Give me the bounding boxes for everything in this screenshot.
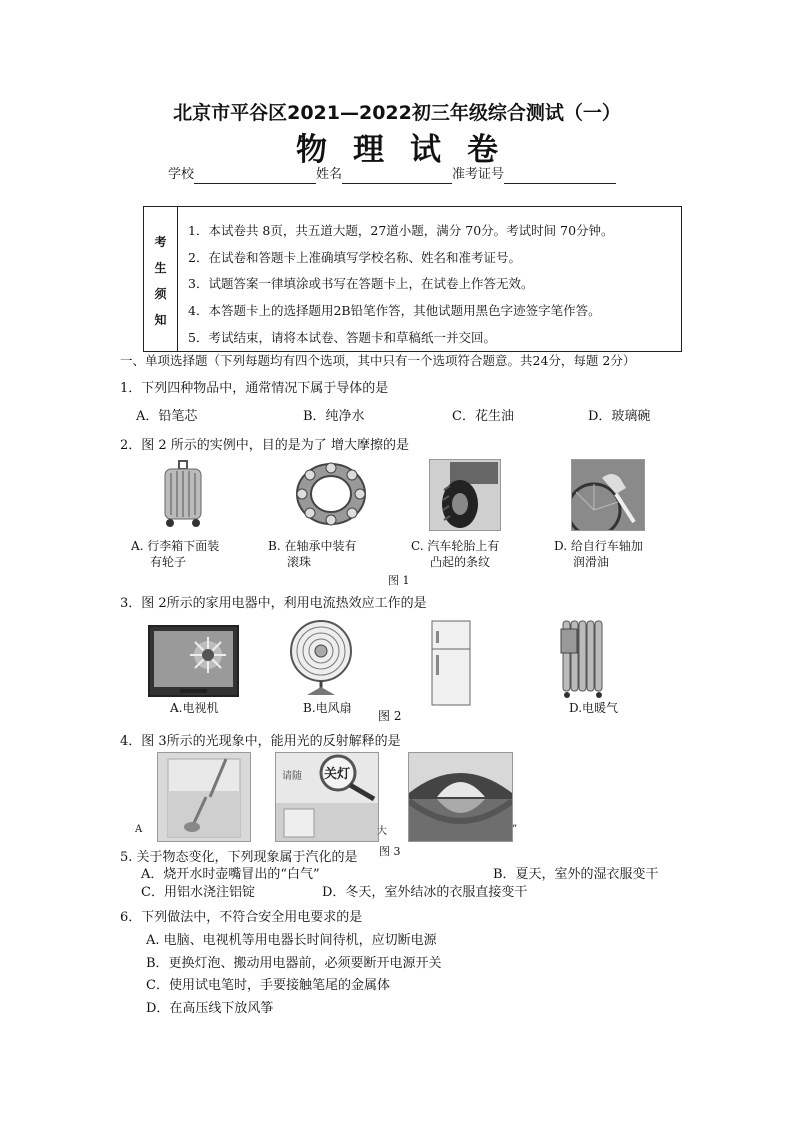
paper-subtitle: 物理试卷 (296, 132, 524, 168)
heater-image (557, 615, 609, 699)
q2-caption-c-line2: 凸起的条纹 (430, 555, 491, 569)
notice-side-char: 须 (154, 287, 167, 301)
q4-caption-c: ” (512, 824, 518, 835)
notice-item: 3．试题答案一律填涂或书写在答题卡上，在试卷上作答无效。 (188, 276, 534, 291)
notice-item: 5．考试结束，请将本试卷、答题卡和草稿纸一并交回。 (188, 330, 496, 345)
q3-caption-b: B.电风扇 (303, 701, 352, 715)
q6-option-c: C．使用试电笔时，手要接触笔尾的金属体 (146, 978, 390, 993)
q1-stem: 1．下列四种物品中，通常情况下属于导体的是 (120, 381, 389, 396)
q5-option-b: B．夏天，室外的湿衣服变干 (493, 867, 659, 882)
school-field[interactable] (194, 169, 316, 184)
magnifier-sign-image (275, 752, 379, 842)
spoon-glass-image (157, 752, 251, 842)
name-field[interactable] (342, 169, 452, 184)
q6-option-d: D．在高压线下放风筝 (146, 1001, 274, 1016)
q5-option-a: A．烧开水时壶嘴冒出的“白气” (141, 867, 320, 882)
exam-id-label: 准考证号 (452, 167, 505, 182)
name-label: 姓名 (316, 167, 343, 182)
tire-image (429, 459, 501, 531)
sign-text: 关灯 (324, 767, 351, 782)
notice-item: 1．本试卷共 8页，共五道大题，27道小题，满分 70分。考试时间 70分钟。 (188, 223, 614, 238)
notice-box (143, 206, 682, 352)
q6-option-b: B．更换灯泡、搬动用电器前，必须要断开电源开关 (146, 956, 442, 971)
q5-option-d: D．冬天，室外结冰的衣服直接变干 (322, 885, 528, 900)
exam-id-field[interactable] (504, 169, 616, 184)
q5-option-c: C．用铝水浇注铝锭 (141, 885, 255, 900)
q3-caption-d: D.电暖气 (569, 701, 619, 715)
fan-image (285, 619, 357, 697)
q6-option-a: A. 电脑、电视机等用电器长时间待机，应切断电源 (146, 933, 437, 948)
q4-stem: 4．图 3所示的光现象中，能用光的反射解释的是 (120, 734, 401, 749)
q1-option-c: C．花生油 (452, 409, 514, 424)
q2-caption-c (411, 538, 499, 570)
notice-item: 4．本答题卡上的选择题用2B铅笔作答，其他试题用黑色字迹签字笔作答。 (188, 303, 601, 318)
q3-stem: 3．图 2所示的家用电器中，利用电流热效应工作的是 (120, 596, 427, 611)
q2-caption-c-line1: C. 汽车轮胎上有 (411, 539, 500, 553)
q2-caption-d-line2: 润滑油 (573, 555, 610, 569)
q2-caption-b-line1: B. 在轴承中装有 (268, 539, 357, 553)
bike-oil-image (571, 459, 645, 531)
q2-caption-a (131, 538, 219, 570)
section-heading: 一、单项选择题（下列每题均有四个选项，其中只有一个选项符合题意。共24分，每题 2分） (120, 353, 636, 368)
q1-option-d: D．玻璃碗 (588, 409, 651, 424)
q3-figure-label: 图 2 (378, 709, 402, 723)
q4-figure-label: 图 3 (379, 845, 401, 858)
q3-caption-a: A.电视机 (170, 701, 219, 715)
q6-stem: 6．下列做法中，不符合安全用电要求的是 (120, 910, 363, 925)
notice-side-char: 知 (154, 313, 167, 327)
notice-side-char: 生 (154, 261, 167, 275)
q4-caption-b: 大 (377, 826, 387, 837)
notice-side-char: 考 (154, 235, 167, 249)
q2-caption-d (554, 538, 643, 570)
sign-prefix-text: 请随 (282, 771, 302, 782)
notice-item: 2．在试卷和答题卡上准确填写学校名称、姓名和准考证号。 (188, 250, 521, 265)
q1-option-b: B．纯净水 (303, 409, 365, 424)
suitcase-image (157, 459, 209, 529)
q4-caption-a: A⁠ (135, 824, 143, 835)
q2-caption-a-line1: A. 行李箱下面装 (131, 539, 220, 553)
q2-caption-a-line2: 有轮子 (150, 555, 187, 569)
q2-figure-label: 图 1 (388, 574, 410, 587)
bridge-reflection-image (408, 752, 513, 842)
q2-stem: 2．图 2 所示的实例中，目的是为了 增大摩擦的是 (120, 438, 409, 453)
school-label: 学校 (168, 167, 195, 182)
bearing-image (286, 459, 376, 529)
q2-caption-b (268, 538, 356, 570)
q1-option-a: A．铅笔芯 (136, 409, 198, 424)
paper-title: 北京市平谷区2021—2022初三年级综合测试（一） (173, 102, 621, 124)
info-line (168, 166, 616, 184)
q2-caption-b-line2: 滚珠 (287, 555, 312, 569)
fridge-image (428, 619, 474, 707)
q2-caption-d-line1: D. 给自行车轴加 (554, 539, 643, 553)
q5-stem: 5. 关于物态变化，下列现象属于汽化的是 (120, 850, 358, 865)
notice-side-label (144, 207, 178, 351)
tv-image (148, 625, 239, 697)
